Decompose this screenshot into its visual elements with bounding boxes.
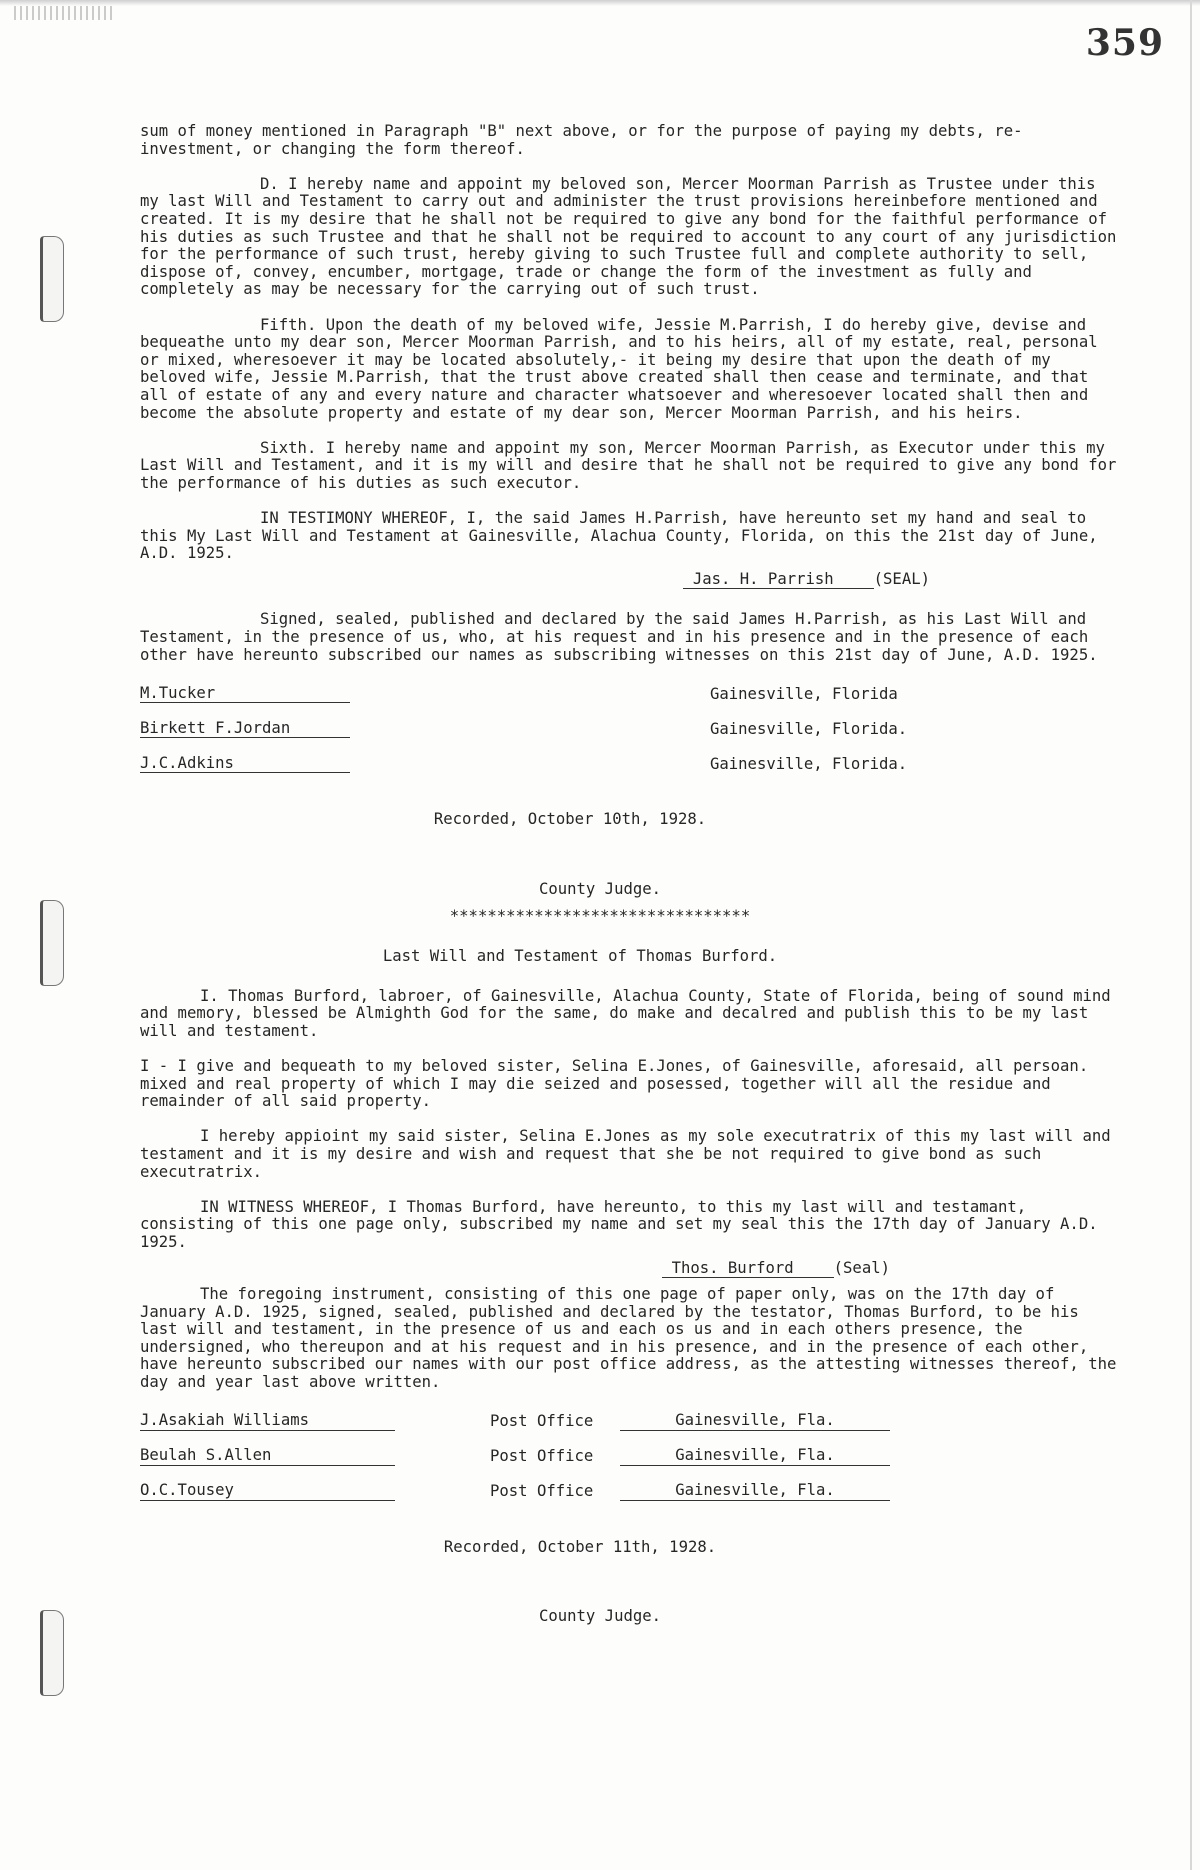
burford-signature-line: [140, 1260, 1120, 1279]
binder-hole-middle: [40, 900, 64, 986]
witness-name: O.C.Tousey: [140, 1482, 395, 1501]
paragraph-bequest: I - I give and bequeath to my beloved sister, Selina E.Jones, of Gainesville, aforesaid, all persoan. mixed and real property of which I may die seized and posessed, together will all the residue and remainder of all said property.: [140, 1056, 1089, 1111]
witness-row: [140, 703, 1120, 738]
separator-stars: ********************************: [449, 907, 751, 926]
document-body: [140, 123, 1120, 1643]
will-title-burford: Last Will and Testament of Thomas Burford.: [382, 947, 778, 965]
paragraph-in-witness: IN WITNESS WHEREOF, I Thomas Burford, have hereunto, to this my last will and testamant, consisting of this one page only, subscribed my name and set my seal this the 17th day of January A.D. 1925.: [140, 1197, 1098, 1251]
page-right-edge: [1190, 0, 1192, 1870]
witness-row: [140, 668, 1120, 703]
binder-hole-bottom: [40, 1610, 64, 1696]
witness-post-office: Gainesville, Fla.: [620, 1447, 890, 1466]
witness-row: [140, 738, 1120, 773]
witness-row: [140, 1396, 1120, 1431]
witness-location: Gainesville, Florida: [710, 684, 898, 703]
witness-post-office: Gainesville, Fla.: [620, 1482, 890, 1501]
parrish-seal: (SEAL): [873, 569, 930, 588]
paragraph-executratrix: I hereby appioint my said sister, Selina E.Jones as my sole executratrix of this my last will and testament and it is my desire and wish and request that she be not required to give bond as such executratrix.: [140, 1127, 1111, 1181]
page-top-edge: [0, 0, 1200, 6]
witness-name: M.Tucker: [140, 685, 350, 704]
paragraph-signed-declared: Signed, sealed, published and declared by the said James H.Parrish, as his Last Will and Testament, in the presence of us, who, at his request and in his presence and in the presence of each other have hereunto subscribed our names as subscribing witnesses on this 21st day of June, A.D. 1925.: [140, 610, 1098, 664]
witness-name: Birkett F.Jordan: [140, 720, 350, 739]
parrish-signature-line: [140, 571, 1120, 590]
paragraph-foregoing: The foregoing instrument, consisting of this one page of paper only, was on the 17th day of January A.D. 1925, signed, sealed, published and declared by the testator, Thomas Burford, to be his last will and testament, in the presence of us and each os us and in each others presence, the undersigned, who thereupon and at his request and in his presence, and in the presence of each other, have hereunto subscribed our names with our post office address, as the attesting witnesses thereof, the day and year last above written.: [140, 1285, 1117, 1392]
post-office-label: Post Office: [490, 1412, 594, 1431]
paragraph-testimony: IN TESTIMONY WHEREOF, I, the said James H.Parrish, have hereunto set my hand and seal to this My Last Will and Testament at Gainesville, Alachua County, Florida, on this the 21st day of June, A.D. 1925.: [140, 509, 1098, 563]
scan-edge-marks: [14, 6, 114, 20]
paragraph-sixth: Sixth. I hereby name and appoint my son, Mercer Moorman Parrish, as Executor under this my Last Will and Testament, and it is my will and desire that he shall not be required to give any bond for the performance of his duties as such executor.: [140, 438, 1117, 492]
paragraph-d-trustee: D. I hereby name and appoint my beloved son, Mercer Moorman Parrish as Trustee under this my last Will and Testament to carry out and administer the trust provisions hereinbefore mentioned and created. It is my desire that he shall not be required to give any bond for the faithful performance of his duties as such Trustee and that he shall not be required to account to any court of any jurisdiction for the performance of such trust, hereby giving to such Trustee full and complete authority to sell, dispose of, convey, encumber, mortgage, trade or change the form of the investment as fully and completely as may be necessary for the carrying out of such trust.: [140, 174, 1117, 299]
paragraph-burford-intro: I. Thomas Burford, labroer, of Gainesville, Alachua County, State of Florida, being of sound mind and memory, blessed be Almighth God for the same, do make and decalred and publish this to be my last will and testament.: [140, 986, 1111, 1040]
witness-location: Gainesville, Florida.: [710, 719, 908, 738]
paragraph-continuation: sum of money mentioned in Paragraph "B" next above, or for the purpose of paying my debts, re-investment, or changing the form thereof.: [140, 122, 1023, 158]
witness-name: Beulah S.Allen: [140, 1447, 395, 1466]
witness-name: J.Asakiah Williams: [140, 1412, 395, 1431]
burford-seal: (Seal): [833, 1258, 890, 1277]
paragraph-fifth: Fifth. Upon the death of my beloved wife, Jessie M.Parrish, I do hereby give, devise and bequeathe unto my dear son, Mercer Moorman Parrish, and to his heirs, all of my estate, real, personal or mixed, wheresoever it may be located absolutely,- it being my desire that upon the death of my beloved wife, Jessie M.Parrish, that the trust above created shall then cease and terminate, and that all of estate of any and every nature and character whatsoever and wheresoever located shall then and become the absolute property and estate of my dear son, Mercer Moorman Parrish, and his heirs.: [140, 315, 1098, 422]
recorded-date-1: Recorded, October 10th, 1928.: [433, 810, 707, 829]
parrish-signature: Jas. H. Parrish: [683, 571, 874, 590]
burford-signature: Thos. Burford: [662, 1260, 834, 1279]
witness-row: [140, 1466, 1120, 1501]
post-office-label: Post Office: [490, 1447, 594, 1466]
post-office-label: Post Office: [490, 1482, 594, 1501]
recorded-date-2: Recorded, October 11th, 1928.: [443, 1537, 717, 1556]
witness-name: J.C.Adkins: [140, 755, 350, 774]
county-judge-1: County Judge.: [538, 879, 662, 898]
witness-row: [140, 1431, 1120, 1466]
county-judge-2: County Judge.: [538, 1607, 662, 1626]
binder-hole-top: [40, 236, 64, 322]
page-number: 359: [1085, 22, 1164, 64]
witness-post-office: Gainesville, Fla.: [620, 1412, 890, 1431]
witness-location: Gainesville, Florida.: [710, 754, 908, 773]
